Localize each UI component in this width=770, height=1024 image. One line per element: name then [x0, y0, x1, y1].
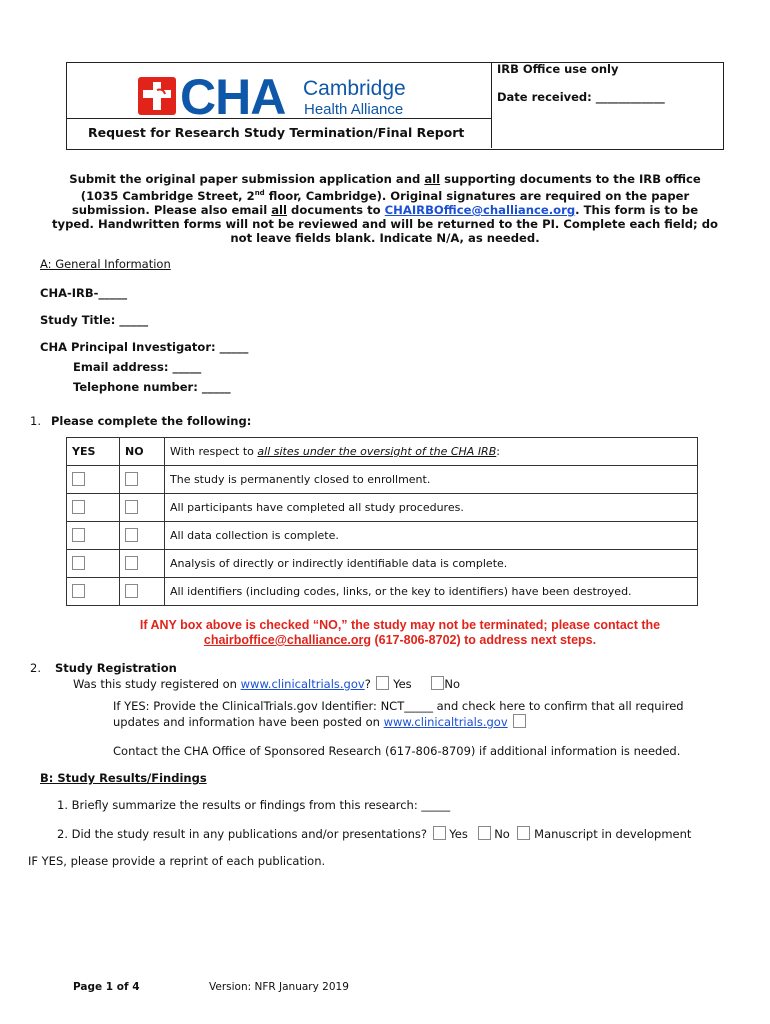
publications-yes-checkbox[interactable] [433, 826, 446, 840]
page-number: Page 1 of 4 [73, 981, 140, 993]
date-received-field[interactable]: Date received: ____________ [497, 90, 665, 104]
publications-question: 2. Did the study result in any publications and/or presentations? Yes No Manuscript in development [57, 827, 692, 841]
q1-number: 1. [30, 414, 41, 428]
posted-confirm-line: updates and information have been posted on www.clinicaltrials.gov [113, 714, 526, 729]
row-statement: All data collection is complete. [165, 522, 698, 550]
col-yes: YES [67, 438, 120, 466]
logo-line2: Health Alliance [304, 101, 404, 118]
pi-field[interactable]: CHA Principal Investigator: _____ [40, 340, 249, 354]
yes-checkbox[interactable] [72, 584, 85, 598]
yes-label: Yes [393, 677, 412, 691]
registered-no-checkbox[interactable] [431, 676, 444, 690]
section-b-heading: B: Study Results/Findings [40, 771, 207, 785]
clinicaltrials-link[interactable]: www.clinicaltrials.gov [240, 677, 365, 691]
q1-label: Please complete the following: [51, 414, 252, 428]
yes-label: Yes [449, 827, 468, 841]
publications-no-checkbox[interactable] [478, 826, 491, 840]
section-a-heading: A: General Information [40, 257, 171, 271]
no-label: No [494, 827, 510, 841]
col-statement: With respect to all sites under the oversight of the CHA IRB: [165, 438, 698, 466]
no-checkbox[interactable] [125, 556, 138, 570]
row-statement: All identifiers (including codes, links, or the key to identifiers) have been destroyed. [165, 578, 698, 606]
telephone-field[interactable]: Telephone number: _____ [73, 380, 231, 394]
no-checkbox[interactable] [125, 500, 138, 514]
registration-question: Was this study registered on www.clinicaltrials.gov? Yes No [73, 677, 460, 691]
table-row [67, 522, 698, 550]
study-title-field[interactable]: Study Title: _____ [40, 313, 149, 327]
yes-checkbox[interactable] [72, 528, 85, 542]
table-row [67, 494, 698, 522]
cha-logo [138, 69, 438, 125]
no-checkbox[interactable] [125, 472, 138, 486]
results-summary-field[interactable]: 1. Briefly summarize the results or findings from this research: _____ [57, 798, 451, 812]
irb-office-use-label: IRB Office use only [497, 62, 619, 76]
no-label: No [444, 677, 460, 691]
reprint-instruction: IF YES, please provide a reprint of each publication. [28, 854, 326, 868]
table-header-row [67, 438, 698, 466]
nct-identifier-line[interactable]: If YES: Provide the ClinicalTrials.gov Identifier: NCT_____ and check here to confirm that all required [113, 699, 684, 713]
table-row [67, 466, 698, 494]
no-checkbox[interactable] [125, 528, 138, 542]
no-checkbox[interactable] [125, 584, 138, 598]
email-field[interactable]: Email address: _____ [73, 360, 202, 374]
cross-icon [138, 77, 176, 115]
intro-text: Submit the original paper submission application and all supporting documents to the IRB office (1035 Cambridge Street, 2nd floor, Cambridge). Original signatures are required on the paper submission. Please also email all documents to CHAIRBOffice@challiance.org. This form is to be typed. Handwritten forms will not be reviewed and will be returned to the PI. Complete each field; do not leave fields blank. Indicate N/A, as needed. [52, 172, 718, 245]
sponsored-research-contact: Contact the CHA Office of Sponsored Research (617-806-8709) if additional information is needed. [113, 744, 681, 758]
row-statement: The study is permanently closed to enrollment. [165, 466, 698, 494]
header-divider [491, 118, 492, 148]
registered-yes-checkbox[interactable] [376, 676, 389, 690]
manuscript-checkbox[interactable] [517, 826, 530, 840]
table-row [67, 550, 698, 578]
row-statement: Analysis of directly or indirectly identifiable data is complete. [165, 550, 698, 578]
irb-number-field[interactable]: CHA-IRB-_____ [40, 286, 128, 300]
warning-email-link[interactable]: chairboffice@challiance.org [203, 633, 371, 647]
table-row [67, 578, 698, 606]
col-no: NO [120, 438, 165, 466]
q2-number: 2. [30, 661, 41, 675]
yes-checkbox[interactable] [72, 472, 85, 486]
form-title: Request for Research Study Termination/Final Report [88, 125, 465, 140]
version-label: Version: NFR January 2019 [209, 981, 349, 993]
q2-label: Study Registration [55, 661, 177, 675]
posted-confirm-checkbox[interactable] [513, 714, 526, 728]
clinicaltrials-link[interactable]: www.clinicaltrials.gov [383, 715, 508, 729]
header-divider [491, 62, 492, 118]
yes-checkbox[interactable] [72, 556, 85, 570]
termination-warning: If ANY box above is checked “NO,” the study may not be terminated; please contact the chairboffice@challiance.org (617-806-8702) to address next steps. [139, 618, 661, 647]
yes-checkbox[interactable] [72, 500, 85, 514]
logo-letters: CHA [180, 69, 286, 125]
logo-line1: Cambridge [303, 77, 406, 100]
irb-email-link[interactable]: CHAIRBOffice@challiance.org [384, 202, 576, 217]
termination-checklist-table [66, 437, 698, 606]
row-statement: All participants have completed all study procedures. [165, 494, 698, 522]
manuscript-label: Manuscript in development [534, 827, 692, 841]
